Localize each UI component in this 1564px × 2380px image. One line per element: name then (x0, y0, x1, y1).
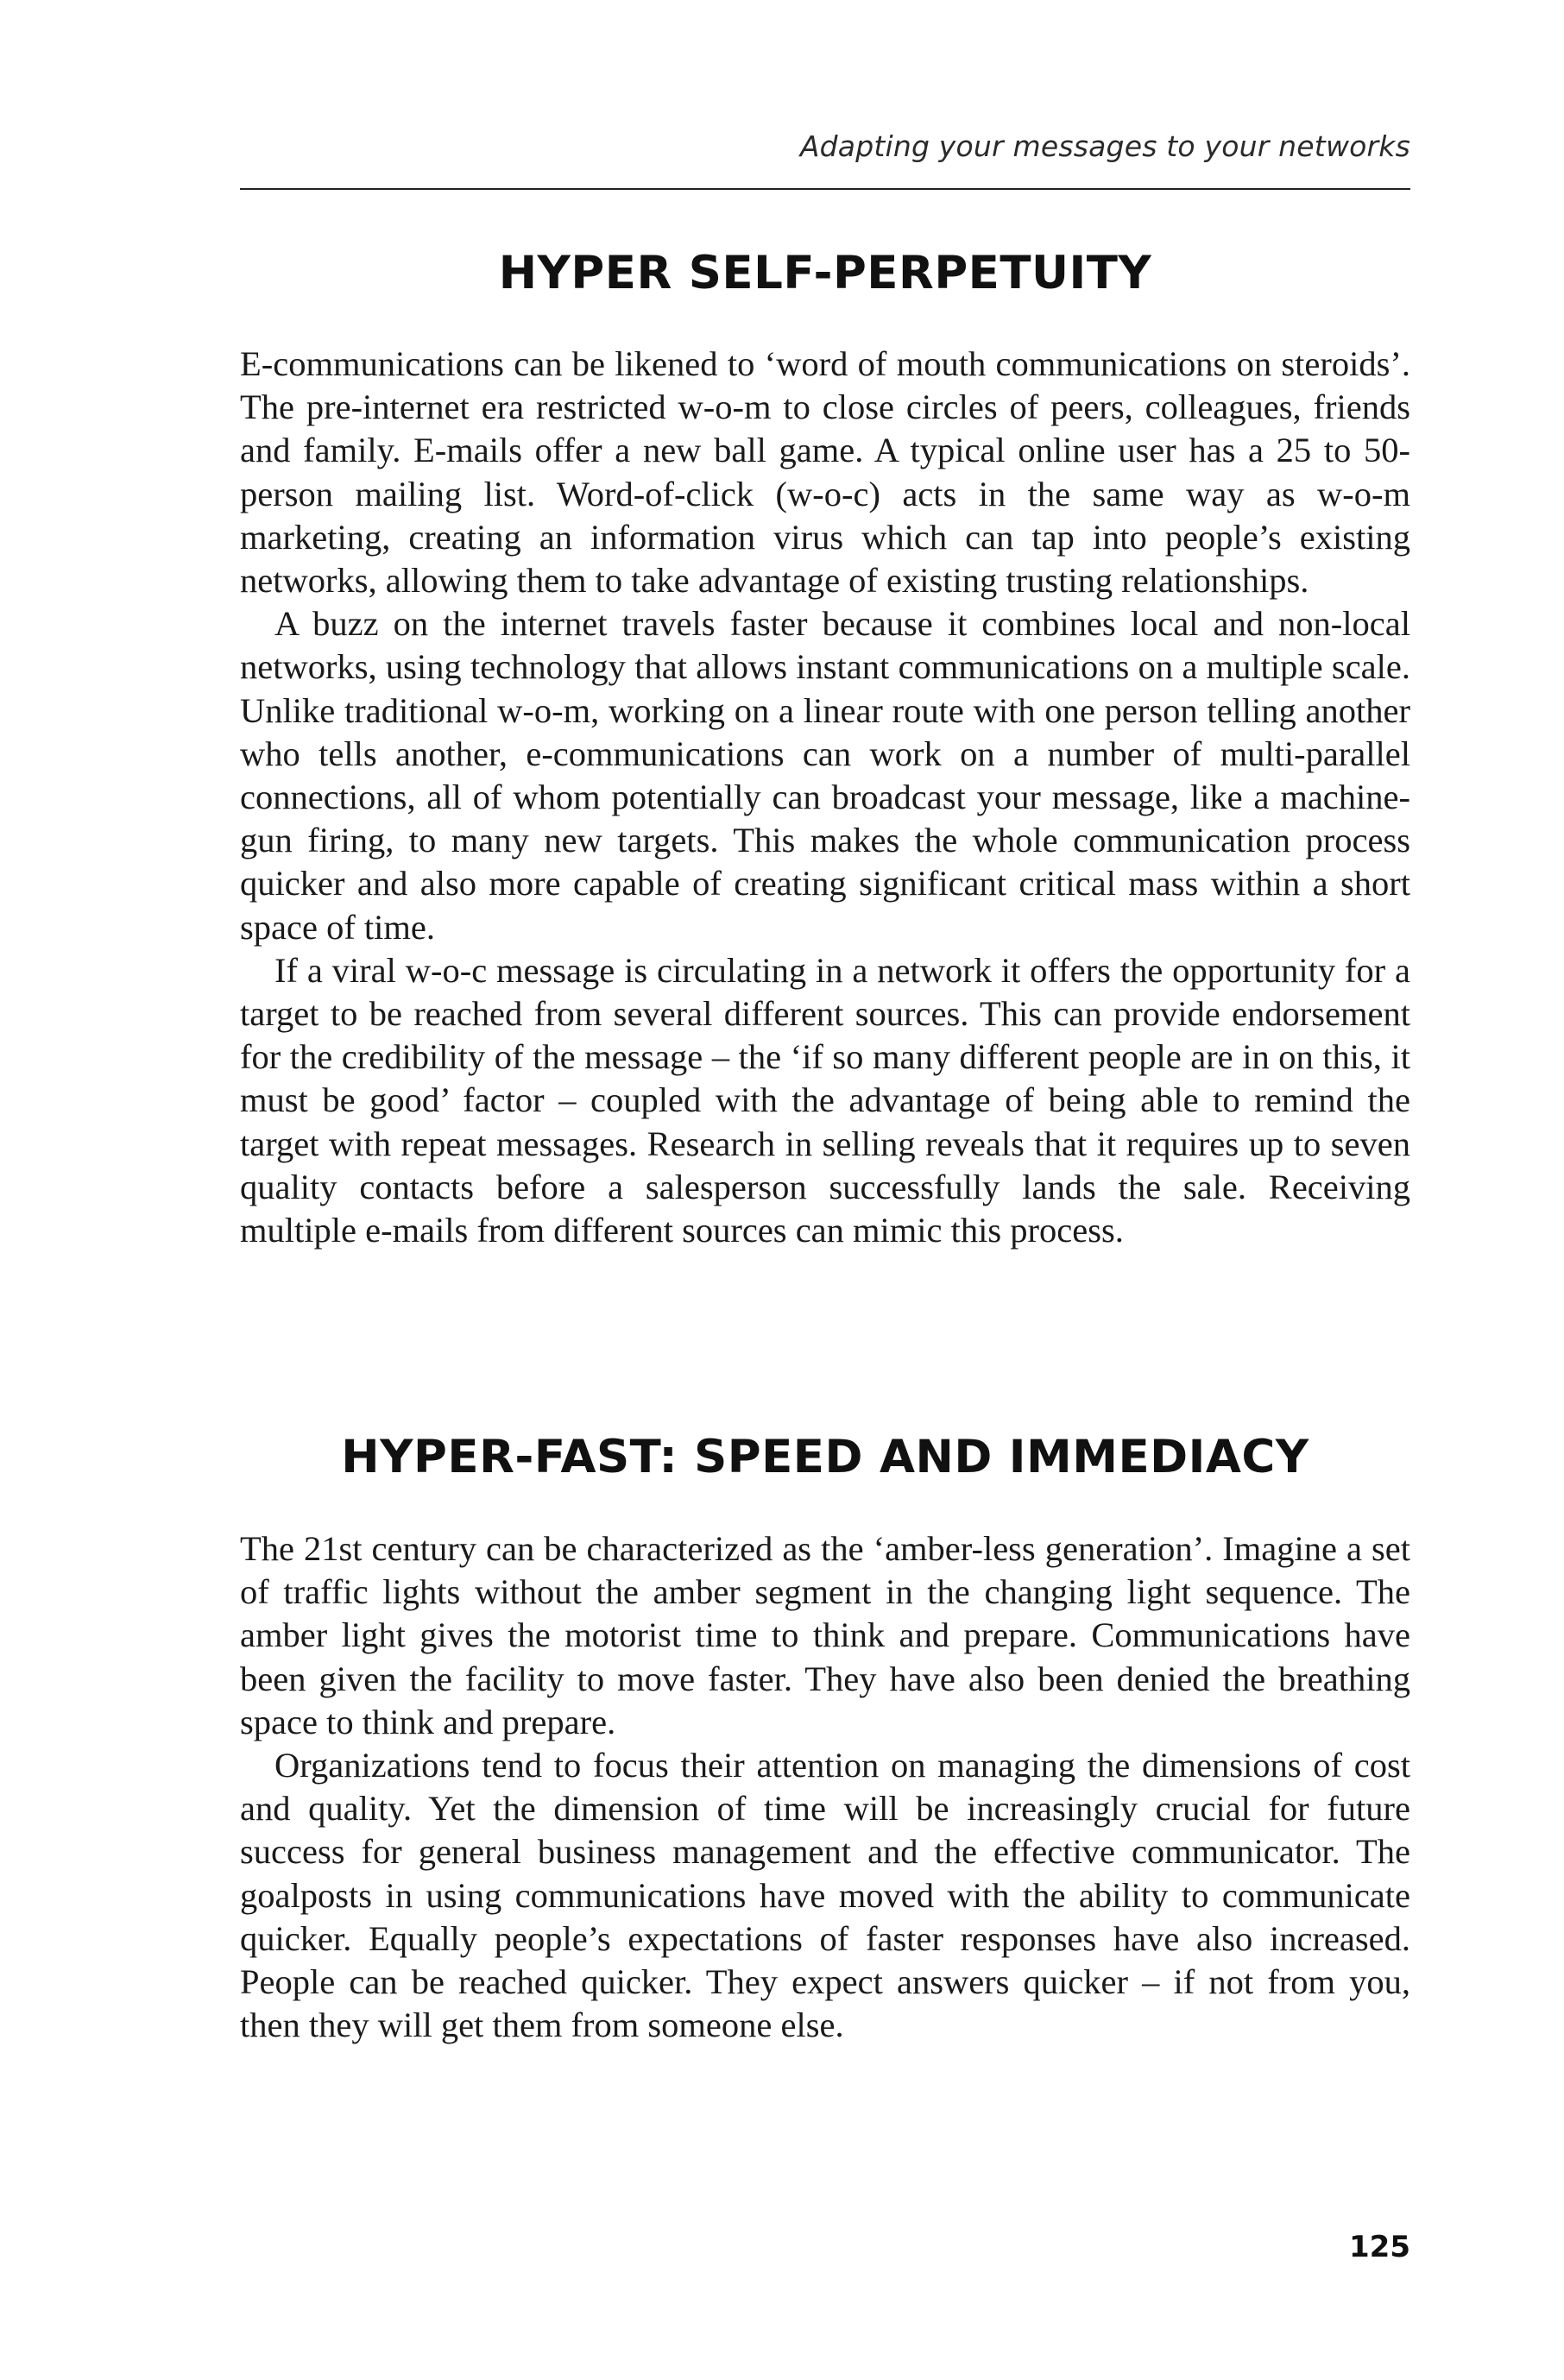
section-body-self-perpetuity (240, 343, 1410, 1252)
section-heading-self-perpetuity: HYPER SELF-PERPETUITY (498, 247, 1152, 299)
running-header: Adapting your messages to your networks (799, 129, 1410, 163)
body-paragraph: If a viral w-o-c message is circulating in a network it offers the opportunity for a target to be reached from several different sources. This can provide endorsement for the credibility of the message – the ‘if so many different people are in on this, it must be good’ factor – coupled with the advantage of being able to remind the target with repeat messages. Research in selling reveals that it requires up to seven quality contacts before a salesperson successfully lands the sale. Receiving multiple e-mails from different sources can mimic this process. (240, 950, 1410, 1250)
body-paragraph: E-communications can be likened to ‘word of mouth communications on steroids’. The pre-internet era restricted w-o-m to close circles of peers, colleagues, friends and family. E-mails offer a new ball game. A typical online user has a 25 to 50-person mailing list. Word-of-click (w-o-c) acts in the same way as w-o-m marketing, creating an information virus which can tap into people’s existing networks, allowing them to take advantage of existing trusting relationships. (240, 344, 1410, 601)
page-number: 125 (1349, 2230, 1410, 2264)
book-page (240, 0, 1410, 2380)
section-body-speed-immediacy (240, 1527, 1410, 2047)
body-paragraph: A buzz on the internet travels faster because it combines local and non-local networks, using technology that allows instant communications on a multiple scale. Unlike traditional w-o-m, working on a linear route with one person telling another who tells another, e-communications can work on a number of multi-parallel connections, all of whom potentially can broadcast your message, like a machine-gun firing, to many new targets. This makes the whole communication process quicker and also more capable of creating significant critical mass within a short space of time. (240, 604, 1410, 947)
section-heading-speed-immediacy: HYPER-FAST: SPEED AND IMMEDIACY (341, 1431, 1309, 1483)
body-paragraph: Organizations tend to focus their attention on managing the dimensions of cost and quality. Yet the dimension of time will be increasingly crucial for future success for general business management and the effective communicator. The goalposts in using communications have moved with the ability to communicate quicker. Equally people’s expectations of faster responses have also increased. People can be reached quicker. They expect answers quicker – if not from you, then they will get them from someone else. (240, 1746, 1410, 2045)
body-paragraph: The 21st century can be characterized as the ‘amber-less generation’. Imagine a set of traffic lights without the amber segment in the changing light sequence. The amber light gives the motorist time to think and prepare. Communications have been given the facility to move faster. They have also been denied the breathing space to think and prepare. (240, 1529, 1410, 1741)
header-rule (240, 188, 1410, 190)
